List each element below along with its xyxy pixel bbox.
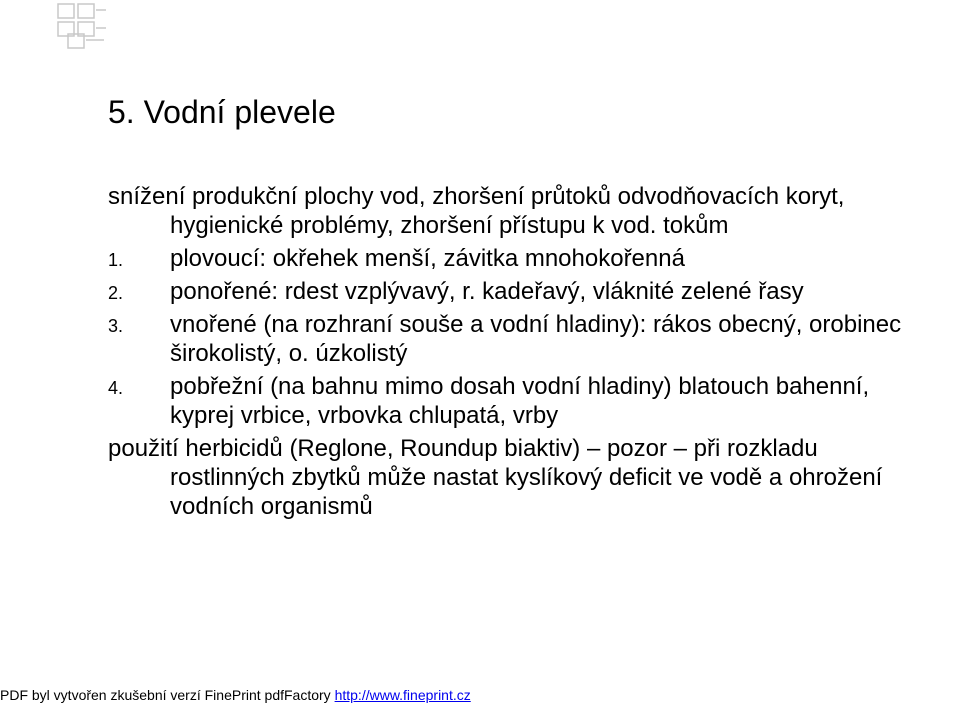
list-item-text: plovoucí: okřehek menší, závitka mnohokořenná <box>170 245 685 272</box>
pdf-watermark-logo-icon <box>56 2 108 50</box>
pdf-footer <box>0 686 471 704</box>
footer-link[interactable]: http://www.fineprint.cz <box>334 687 471 703</box>
list-item-number: 1. <box>108 250 124 270</box>
list-item <box>108 372 908 430</box>
slide-title: 5. Vodní plevele <box>108 94 336 130</box>
list-item-number: 2. <box>108 283 124 303</box>
list-item-number: 3. <box>108 316 124 336</box>
list-item <box>108 310 908 368</box>
list-item-text: ponořené: rdest vzplývavý, r. kadeřavý, vláknité zelené řasy <box>170 278 804 305</box>
slide-content <box>108 182 908 521</box>
intro-paragraph: snížení produkční plochy vod, zhoršení průtoků odvodňovacích koryt, hygienické problémy, zhoršení přístupu k vod. tokům <box>108 183 845 239</box>
footer-text: PDF byl vytvořen zkušební verzí FinePrint pdfFactory <box>0 687 331 703</box>
list-item <box>108 277 908 306</box>
list-item <box>108 244 908 273</box>
usage-paragraph: použití herbicidů (Reglone, Roundup biaktiv) – pozor – při rozkladu rostlinných zbytků může nastat kyslíkový deficit ve vodě a ohrožení vodních organismů <box>108 435 883 520</box>
list-item-number: 4. <box>108 378 124 398</box>
list-item-text: pobřežní (na bahnu mimo dosah vodní hladiny) blatouch bahenní, kyprej vrbice, vrbovka chlupatá, vrby <box>170 373 870 429</box>
list-item-text: vnořené (na rozhraní souše a vodní hladiny): rákos obecný, orobinec širokolistý, o. úzkolistý <box>170 311 902 367</box>
